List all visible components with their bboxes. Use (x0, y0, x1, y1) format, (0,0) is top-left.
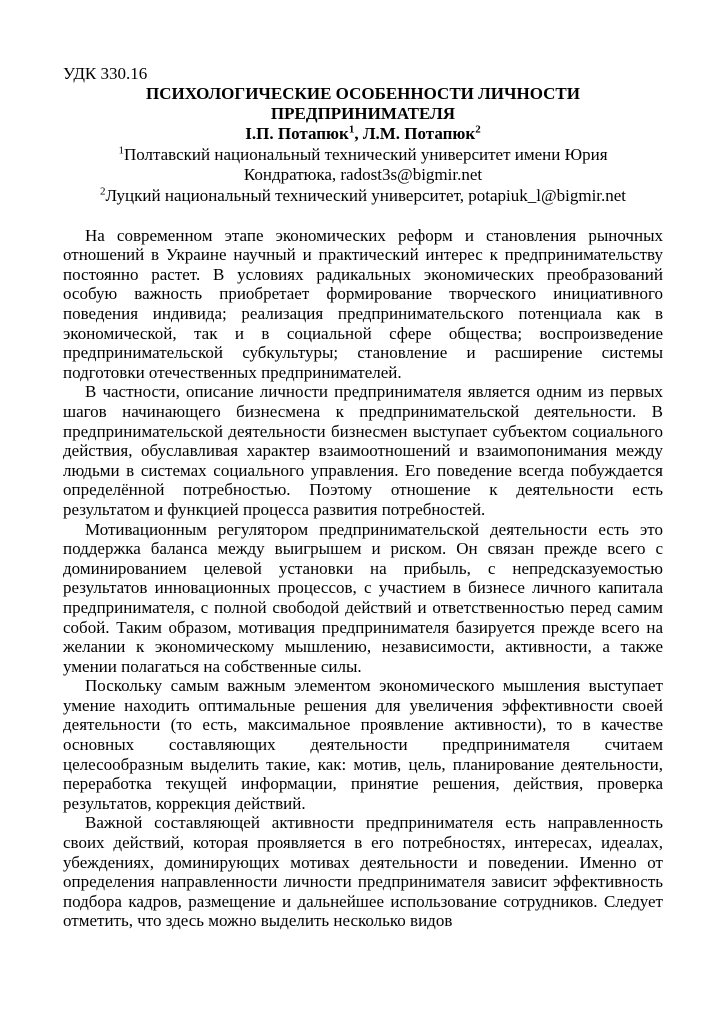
paragraph-3: Мотивационным регулятором предпринимательской деятельности есть это поддержка баланса между выигрышем и риском. Он связан прежде всего с доминированием целевой установки на прибыль, с непредсказуемостью результатов инновационных процессов, с участием в бизнесе личного капитала предпринимателя, с полной свободой действий и ответственностью перед самим собой. Таким образом, мотивация предпринимателя базируется прежде всего на желании к экономическому мышлению, независимости, активности, а также умении полагаться на собственные силы. (63, 519, 663, 676)
article-body (63, 226, 663, 931)
affiliation-2 (63, 186, 663, 206)
udc-number: УДК 330.16 (63, 64, 148, 83)
author-1-name: І.П. Потапюк (245, 124, 349, 144)
author-1-affiliation-marker: 1 (348, 123, 355, 136)
affiliation-1-line-2: Кондратюка, radost3s@bigmir.net (243, 165, 483, 185)
paragraph-1: На современном этапе экономических реформ и становления рыночных отношений в Украине научный и практический интерес к предпринимательству постоянно растет. В условиях радикальных экономических преобразований особую важность приобретает формирование творческого инициативного поведения индивида; реализация предпринимательского потенциала как в экономической, так и в социальной сфере общества; воспроизведение предпринимательской субкультуры; становление и расширение системы подготовки отечественных предпринимателей. (63, 225, 663, 382)
authors-separator: , (354, 124, 363, 144)
paragraph-4: Поскольку самым важным элементом экономического мышления выступает умение находить оптимальные решения для увеличения эффективности своей деятельности (то есть, максимальное проявление активности), то в качестве основных составляющих деятельности предпринимателя считаем целесообразным выделить такие, как: мотив, цель, планирование деятельности, переработка текущей информации, принятие решения, действия, проверка результатов, коррекция действий. (63, 676, 663, 813)
paper-title-line-2: ПРЕДПРИНИМАТЕЛЯ (270, 104, 456, 123)
authors-line (63, 124, 663, 144)
affiliation-1-marker: 1 (118, 144, 124, 157)
affiliation-1-line-1: Полтавский национальный технический университет имени Юрия (123, 144, 608, 164)
paper-title-line-1: ПСИХОЛОГИЧЕСКИЕ ОСОБЕННОСТИ ЛИЧНОСТИ (145, 83, 580, 103)
paragraph-5: Важной составляющей активности предпринимателя есть направленность своих действий, которая проявляется в его потребностях, интересах, идеалах, убеждениях, доминирующих мотивах деятельности и поведении. Именно от определения направленности личности предпринимателя зависит эффективность подбора кадров, размещение и дальнейшее использование сотрудников. Следует отметить, что здесь можно выделить несколько видов (63, 813, 663, 931)
author-2-affiliation-marker: 2 (475, 123, 481, 136)
paragraph-2: В частности, описание личности предпринимателя является одним из первых шагов начинающего бизнесмена к предпринимательской деятельности. В предпринимательской деятельности бизнесмен выступает субъектом социального действия, обуславливая характер взаимоотношений и взаимопонимания между людьми в системах социального управления. Его поведение всегда побуждается определённой потребностью. Поэтому отношение к деятельности есть результатом и функцией процесса развития потребностей. (63, 382, 663, 519)
affiliation-2-text: Луцкий национальный технический университет, potapiuk_l@bigmir.net (105, 185, 627, 205)
affiliation-1 (63, 145, 663, 186)
affiliation-2-marker: 2 (99, 184, 106, 197)
paper-title (63, 84, 663, 125)
author-2-name: Л.М. Потапюк (362, 124, 476, 144)
